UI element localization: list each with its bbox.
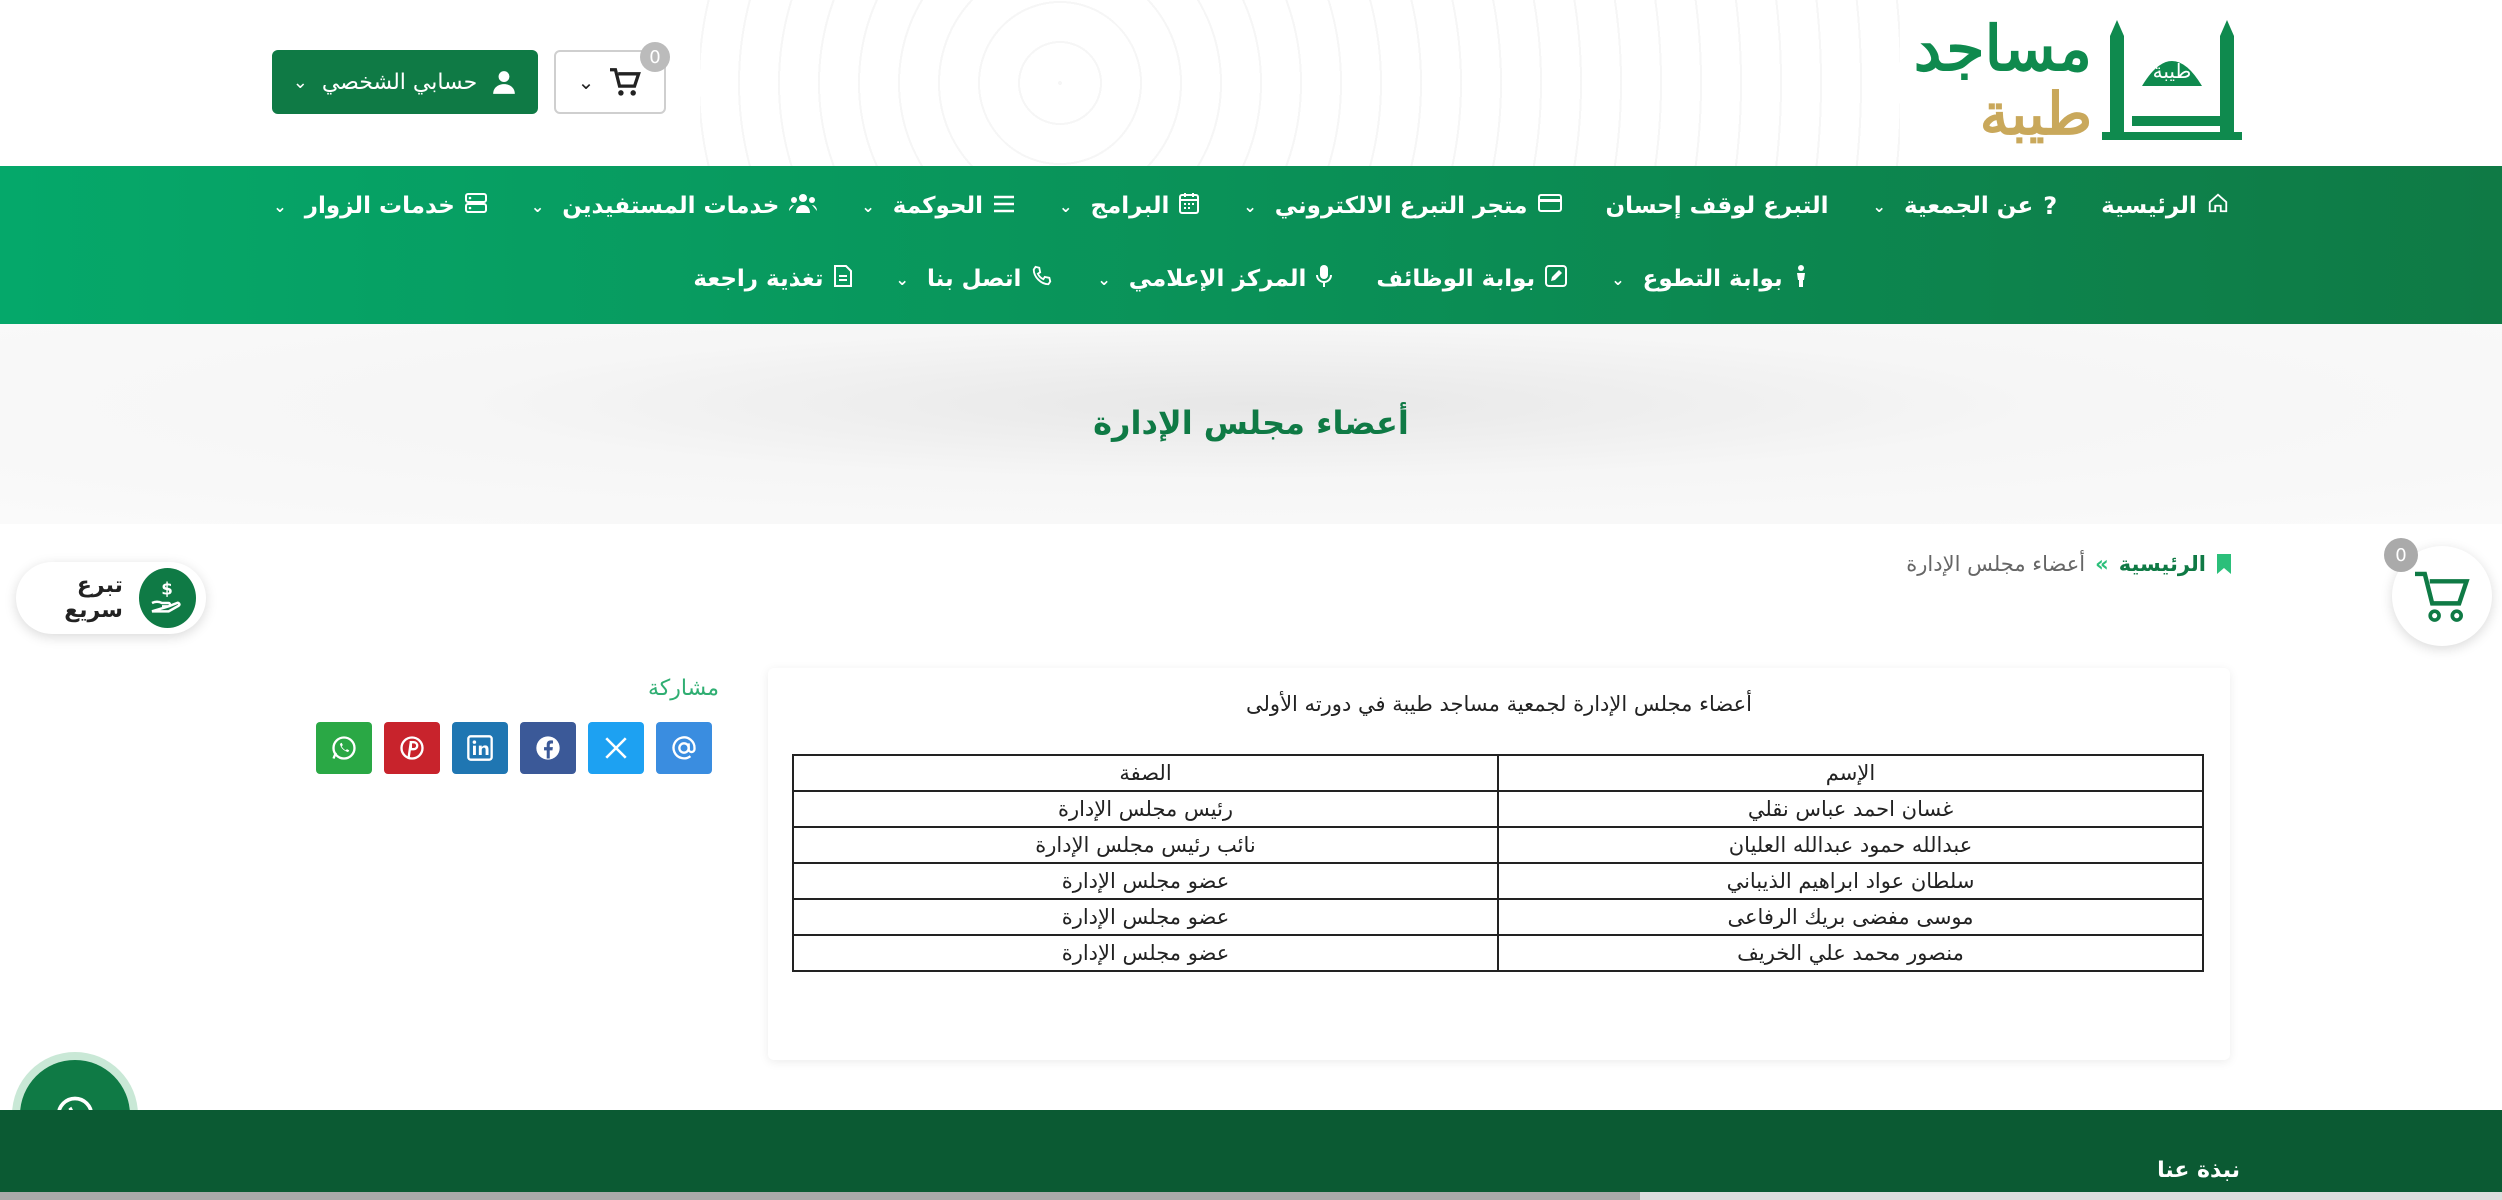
whatsapp-icon — [330, 734, 358, 762]
content-intro: أعضاء مجلس الإدارة لجمعية مساجد طيبة في دورته الأولى — [1246, 692, 1752, 716]
chevron-down-icon: ⌄ — [273, 196, 287, 216]
account-button[interactable] — [272, 50, 538, 114]
share-linkedin-button[interactable] — [452, 722, 508, 774]
microphone-icon — [1316, 264, 1332, 294]
nav-item[interactable] — [2101, 192, 2229, 220]
user-icon — [491, 69, 517, 95]
cart-icon — [608, 67, 642, 97]
logo-line-2: طيبة — [1979, 80, 2092, 148]
chevron-down-icon: ⌄ — [577, 70, 595, 94]
logo-line-1: مساجد — [1913, 12, 2092, 85]
member-name-cell: موسى مفضى بريك الرفاعى — [1498, 899, 2203, 935]
facebook-icon — [534, 734, 562, 762]
table-row — [793, 863, 2203, 899]
share-label: مشاركة — [648, 676, 720, 701]
member-name-cell: غسان احمد عباس نقلي — [1498, 791, 2203, 827]
member-role-cell: عضو مجلس الإدارة — [793, 935, 1498, 971]
member-name-cell: سلطان عواد ابراهيم الذيباني — [1498, 863, 2203, 899]
content-card — [768, 668, 2230, 1060]
nav-item-label: الحوكمة — [892, 193, 984, 219]
chevron-down-icon: ⌄ — [1611, 269, 1625, 289]
nav-item[interactable] — [273, 192, 487, 220]
nav-item-label: خدمات الزوار — [304, 193, 455, 219]
share-whatsapp-button[interactable] — [316, 722, 372, 774]
site-logo[interactable] — [1862, 12, 2242, 152]
breadcrumb-home-link[interactable]: الرئيسية — [2118, 552, 2206, 576]
person-icon — [1793, 264, 1809, 294]
question-icon: ? — [2043, 192, 2058, 220]
nav-item-label: بوابة التطوع — [1642, 266, 1783, 292]
page-title: أعضاء مجلس الإدارة — [1093, 404, 1409, 442]
logo-mosque-icon — [2102, 16, 2242, 148]
svg-text:$: $ — [161, 579, 174, 599]
header-cart-count: 0 — [640, 42, 670, 72]
x-icon — [603, 735, 629, 761]
cart-icon — [2412, 569, 2472, 623]
nav-item[interactable] — [1097, 264, 1332, 294]
main-navigation — [0, 166, 2502, 324]
floating-cart-count: 0 — [2384, 538, 2418, 572]
member-role-cell: نائب رئيس مجلس الإدارة — [793, 827, 1498, 863]
member-role-cell: عضو مجلس الإدارة — [793, 863, 1498, 899]
header-pattern — [700, 0, 1900, 166]
breadcrumb-separator: » — [2095, 552, 2109, 576]
bookmark-icon — [2216, 553, 2232, 575]
share-x-button[interactable] — [588, 722, 644, 774]
server-icon — [465, 192, 487, 220]
chevron-down-icon: ⌄ — [1872, 196, 1886, 216]
nav-item[interactable] — [693, 264, 851, 294]
users-icon — [789, 192, 817, 220]
linkedin-icon — [466, 734, 494, 762]
chevron-down-icon: ⌄ — [1059, 196, 1073, 216]
donate-hand-icon — [139, 568, 196, 628]
phone-icon — [1031, 265, 1053, 293]
nav-item-label: البرامج — [1090, 193, 1170, 219]
nav-item[interactable] — [896, 264, 1054, 294]
credit-card-icon — [1538, 193, 1562, 219]
quick-donate-button[interactable] — [16, 562, 206, 634]
nav-item-label: المركز الإعلامي — [1128, 266, 1307, 292]
page-hero — [0, 324, 2502, 524]
chevron-down-icon: ⌄ — [861, 196, 875, 216]
chevron-down-icon: ⌄ — [292, 71, 308, 93]
member-role-cell: عضو مجلس الإدارة — [793, 899, 1498, 935]
share-pinterest-button[interactable] — [384, 722, 440, 774]
nav-item-label: بوابة الوظائف — [1376, 266, 1536, 292]
quick-donate-label: تبرع سريع — [64, 573, 123, 623]
share-buttons — [316, 722, 712, 774]
breadcrumb-current: أعضاء مجلس الإدارة — [1906, 552, 2086, 576]
nav-item[interactable] — [1873, 192, 2058, 220]
logo-mark-text: طيبة — [2152, 59, 2192, 83]
nav-row-1 — [0, 192, 2502, 220]
column-header-name: الإسم — [1498, 755, 2203, 791]
scrollbar-thumb[interactable] — [0, 1192, 1640, 1200]
edit-icon — [1545, 265, 1567, 293]
member-name-cell: منصور محمد علي الخريف — [1498, 935, 2203, 971]
column-header-role: الصفة — [793, 755, 1498, 791]
pinterest-icon — [398, 734, 426, 762]
horizontal-scrollbar[interactable] — [0, 1192, 2502, 1200]
nav-item[interactable] — [531, 192, 818, 220]
nav-item[interactable] — [1376, 264, 1567, 294]
nav-item-label: تغذية راجعة — [693, 266, 824, 292]
table-row — [793, 935, 2203, 971]
nav-item[interactable] — [1611, 264, 1808, 294]
table-row — [793, 827, 2203, 863]
nav-item-label: خدمات المستفيدين — [562, 193, 780, 219]
file-icon — [834, 265, 852, 293]
share-facebook-button[interactable] — [520, 722, 576, 774]
account-label: حسابي الشخصي — [321, 69, 478, 95]
nav-item[interactable] — [861, 192, 1015, 220]
share-email-button[interactable] — [656, 722, 712, 774]
chevron-down-icon: ⌄ — [1243, 196, 1257, 216]
nav-item-label: متجر التبرع الالكتروني — [1274, 193, 1528, 219]
table-row — [793, 899, 2203, 935]
nav-row-2 — [0, 264, 2502, 294]
chevron-down-icon: ⌄ — [895, 269, 909, 289]
calendar-icon — [1179, 192, 1199, 220]
nav-item-label: عن الجمعية — [1903, 193, 2034, 219]
nav-item-label: التبرع لوقف إحسان — [1605, 193, 1829, 219]
nav-item[interactable] — [1606, 192, 1829, 220]
footer-about-title: نبذة عنا — [2157, 1158, 2240, 1183]
member-name-cell: عبدالله حمود عبدالله العليان — [1498, 827, 2203, 863]
home-icon — [2207, 192, 2229, 220]
nav-item-label: اتصل بنا — [926, 266, 1022, 292]
site-header — [0, 0, 2502, 166]
site-footer — [0, 1110, 2502, 1200]
chevron-down-icon: ⌄ — [1097, 269, 1111, 289]
at-sign-icon — [670, 734, 698, 762]
members-table — [792, 754, 2204, 972]
nav-item[interactable] — [1059, 192, 1199, 220]
table-row — [793, 791, 2203, 827]
nav-item-label: الرئيسية — [2101, 193, 2197, 219]
nav-item[interactable] — [1243, 192, 1561, 220]
chevron-down-icon: ⌄ — [530, 196, 545, 216]
breadcrumb — [1906, 552, 2232, 576]
member-role-cell: رئيس مجلس الإدارة — [793, 791, 1498, 827]
list-icon — [993, 193, 1015, 219]
table-header-row — [793, 755, 2203, 791]
